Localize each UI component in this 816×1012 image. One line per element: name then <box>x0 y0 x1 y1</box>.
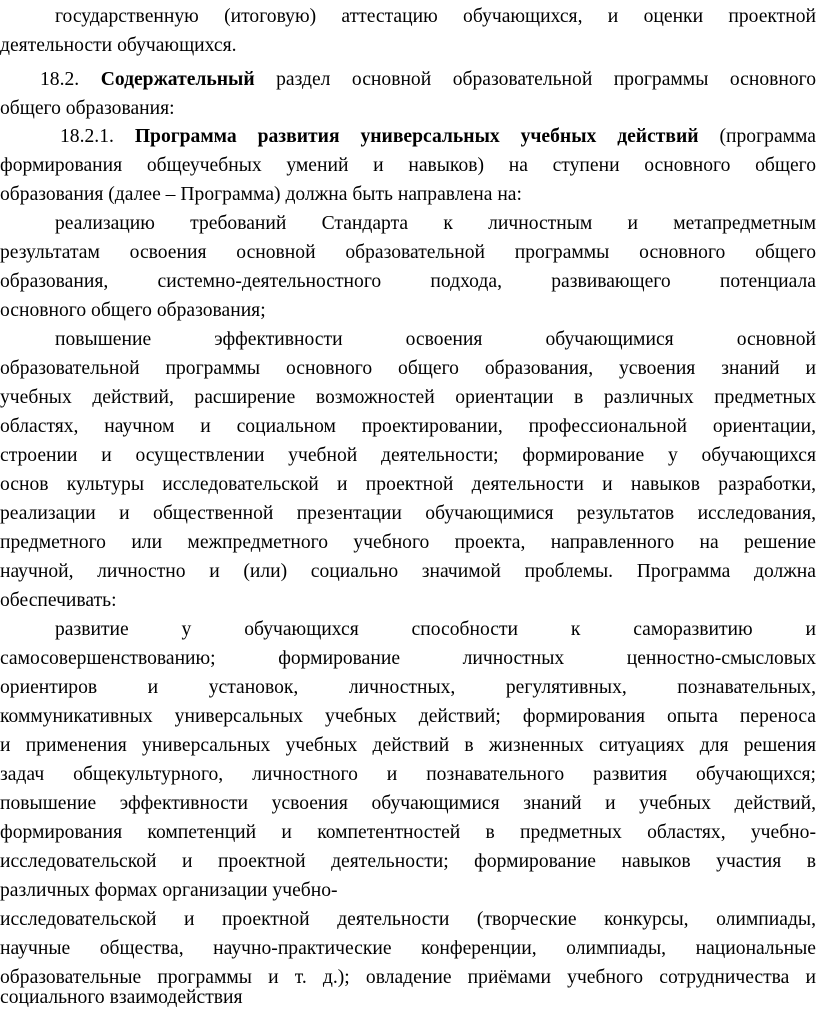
section-number: 18.2. <box>40 69 80 90</box>
paragraph-line: научной, личностно и (или) социально значимой проблемы. Программа должна <box>0 561 816 582</box>
paragraph-line: социального взаимодействия <box>0 987 243 1008</box>
paragraph-line: формирования компетенций и компетентностей в предметных областях, учебно- <box>0 822 816 843</box>
paragraph-line: основ культуры исследовательской и проектной деятельности и навыков разработки, <box>0 474 816 495</box>
paragraph-line: деятельности обучающихся. <box>0 35 237 56</box>
section-title-bold: Программа развития универсальных учебных действий <box>134 126 699 147</box>
paragraph-line: формирования общеучебных умений и навыков) на ступени основного общего <box>0 155 816 176</box>
section-number: 18.2.1. <box>60 126 114 147</box>
paragraph-line: и применения универсальных учебных действий в жизненных ситуациях для решения <box>0 735 816 756</box>
paragraph-line: ориентиров и установок, личностных, регулятивных, познавательных, <box>0 677 816 698</box>
paragraph-line: образовательной программы основного общего образования, усвоения знаний и <box>0 358 816 379</box>
paragraph-line: научные общества, научно-практические конференции, олимпиады, национальные <box>0 938 816 959</box>
paragraph-line: образовательные программы и т. д.); овладение приёмами учебного сотрудничества и <box>0 967 816 988</box>
paragraph-line: развитие у обучающихся способности к саморазвитию и <box>55 619 816 640</box>
paragraph-line: повышение эффективности освоения обучающимися основной <box>55 329 816 350</box>
paragraph-line: областях, научном и социальном проектировании, профессиональной ориентации, <box>0 416 816 437</box>
paragraph-line: повышение эффективности усвоения обучающимися знаний и учебных действий, <box>0 793 816 814</box>
paragraph-line: обеспечивать: <box>0 590 117 611</box>
paragraph-line: образования (далее – Программа) должна быть направлена на: <box>0 184 522 205</box>
paragraph-line: реализации и общественной презентации обучающимися результатов исследования, <box>0 503 816 524</box>
section-title-rest: (программа <box>698 126 816 147</box>
paragraph-line: реализацию требований Стандарта к личностным и метапредметным <box>55 213 816 234</box>
paragraph-line: предметного или межпредметного учебного проекта, направленного на решение <box>0 532 816 553</box>
paragraph-line: результатам освоения основной образовательной программы основного общего <box>0 242 816 263</box>
paragraph-line: исследовательской и проектной деятельности; формирование навыков участия в <box>0 851 816 872</box>
section-heading-18-2 <box>40 65 816 94</box>
paragraph-line: образования, системно-деятельностного подхода, развивающего потенциала <box>0 271 816 292</box>
paragraph-line: государственную (итоговую) аттестацию обучающихся, и оценки проектной <box>55 6 816 27</box>
paragraph-line: задач общекультурного, личностного и познавательного развития обучающихся; <box>0 764 816 785</box>
paragraph-line: основного общего образования; <box>0 300 266 321</box>
section-title-bold: Содержательный <box>100 69 255 90</box>
paragraph-line: общего образования: <box>0 98 175 119</box>
paragraph-line: строении и осуществлении учебной деятельности; формирование у обучающихся <box>0 445 816 466</box>
paragraph-line: исследовательской и проектной деятельности (творческие конкурсы, олимпиады, <box>0 909 816 930</box>
section-title-rest: раздел основной образовательной программы основного <box>254 69 816 90</box>
paragraph-line: коммуникативных универсальных учебных действий; формирования опыта переноса <box>0 706 816 727</box>
section-heading-18-2-1 <box>60 122 816 151</box>
paragraph-line: учебных действий, расширение возможностей ориентации в различных предметных <box>0 387 816 408</box>
paragraph-line: самосовершенствованию; формирование личностных ценностно-смысловых <box>0 648 816 669</box>
paragraph-line: различных формах организации учебно- <box>0 880 338 901</box>
